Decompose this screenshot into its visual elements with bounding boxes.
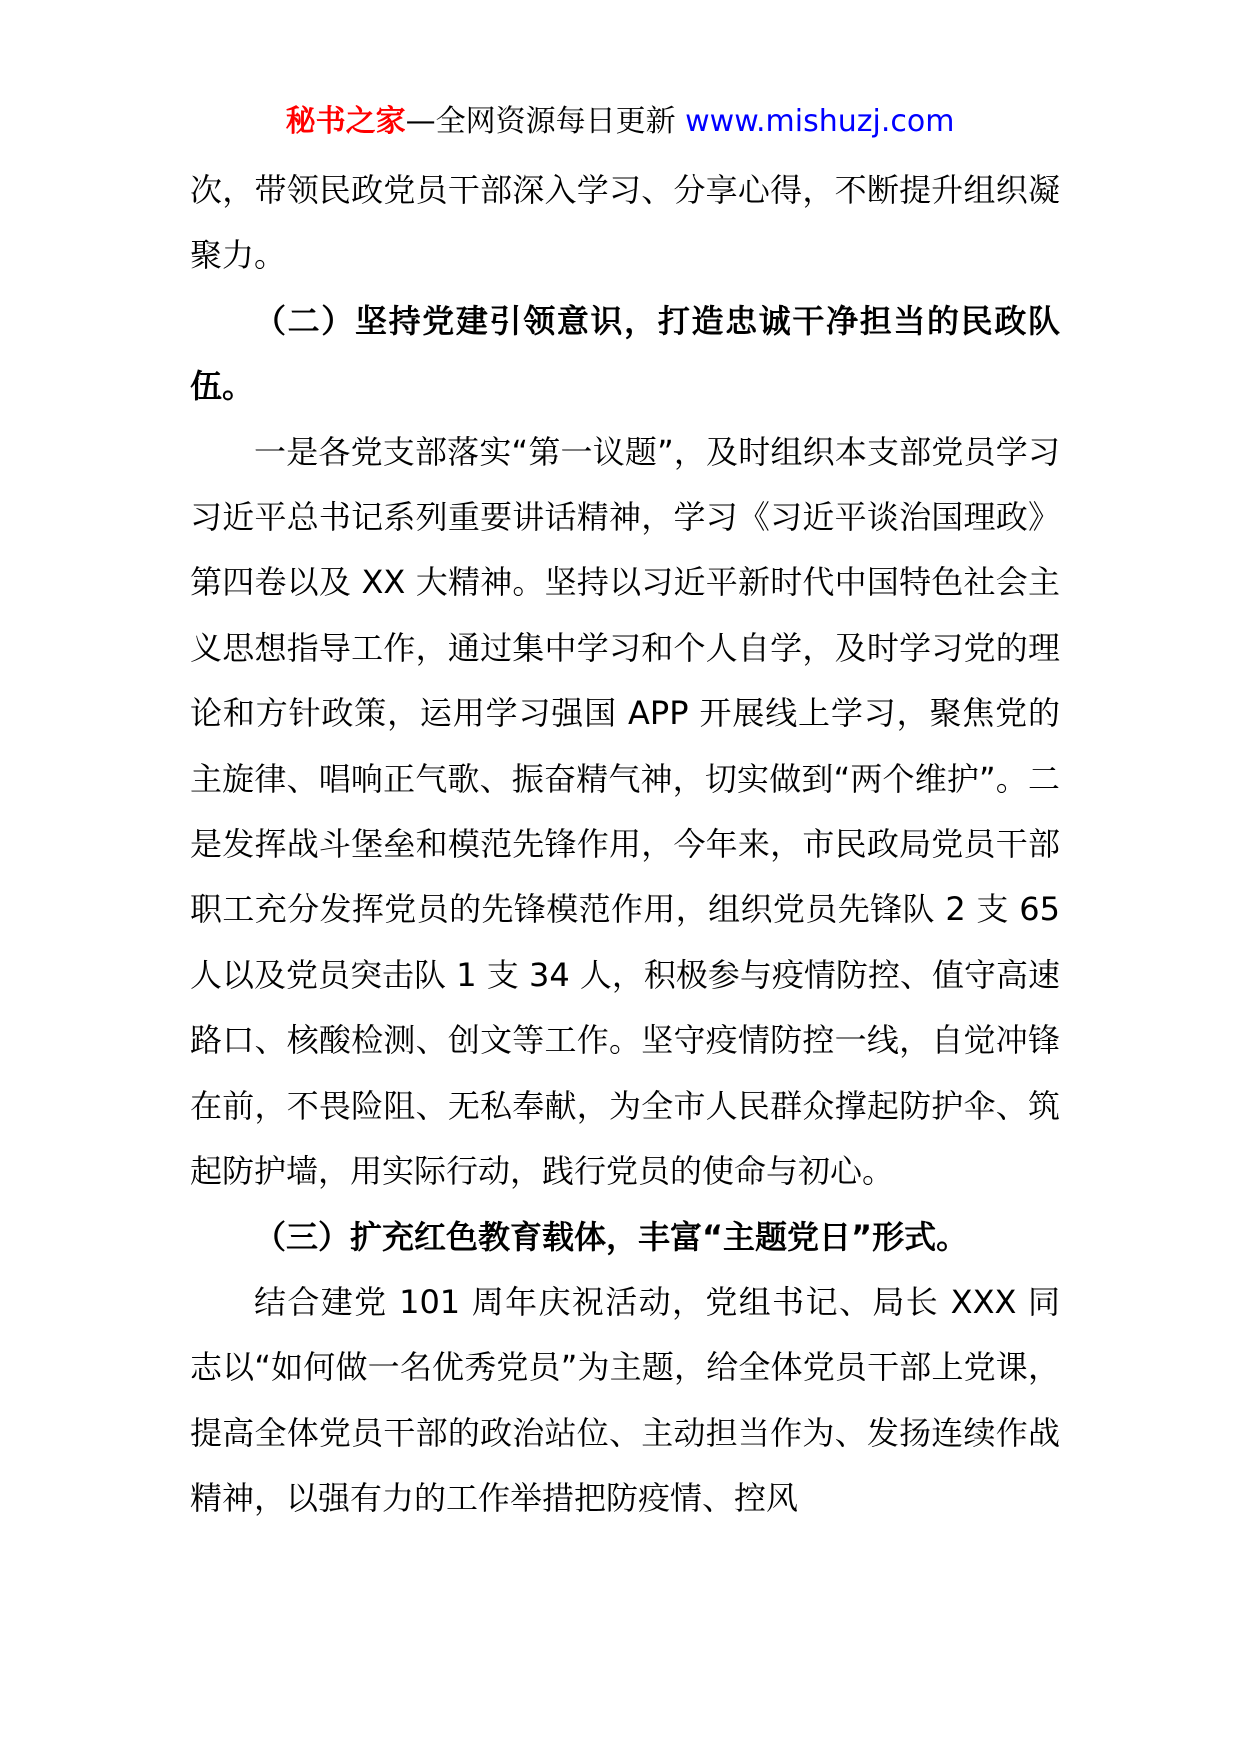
document-body — [190, 158, 1060, 1532]
site-slogan: —全网资源每日更新 — [405, 104, 686, 139]
section-heading-2: （二）坚持党建引领意识，打造忠诚干净担当的民政队伍。 — [190, 301, 1060, 406]
site-brand: 秘书之家 — [285, 104, 406, 139]
site-header — [0, 100, 1240, 144]
paragraph-body: 一是各党支部落实“第一议题”，及时组织本支部党员学习习近平总书记系列重要讲话精神，学习《习近平谈治国理政》第四卷以及 XX 大精神。坚持以习近平新时代中国特色社会主义思想指导工作，通过集中学习和个人自学，及时学习党的理论和方针政策，运用学习强国 APP 开展线上学习，聚焦党的主旋律、唱响正气歌、振奋精气神，切实做到“两个维护”。二是发挥战斗堡垒和模范先锋作用，今年来，市民政局党员干部职工充分发挥党员的先锋模范作用，组织党员先锋队 2 支 65 人以及党员突击队 1 支 34 人，积极参与疫情防控、值守高速路口、核酸检测、创文等工作。坚守疫情防控一线，自觉冲锋在前，不畏险阻、无私奉献，为全市人民群众撑起防护伞、筑起防护墙，用实际行动，践行党员的使命与初心。 — [190, 432, 1060, 1191]
site-url-link[interactable]: www.mishuzj.com — [685, 104, 955, 139]
paragraph-body: 结合建党 101 周年庆祝活动，党组书记、局长 XXX 同志以“如何做一名优秀党员”为主题，给全体党员干部上党课，提高全体党员干部的政治站位、主动担当作为、发扬连续作战精神，以强有力的工作举措把防疫情、控风 — [190, 1282, 1060, 1518]
section-heading-3: （三）扩充红色教育载体，丰富“主题党日”形式。 — [254, 1217, 969, 1256]
paragraph-continuation: 次，带领民政党员干部深入学习、分享心得，不断提升组织凝聚力。 — [190, 171, 1060, 275]
